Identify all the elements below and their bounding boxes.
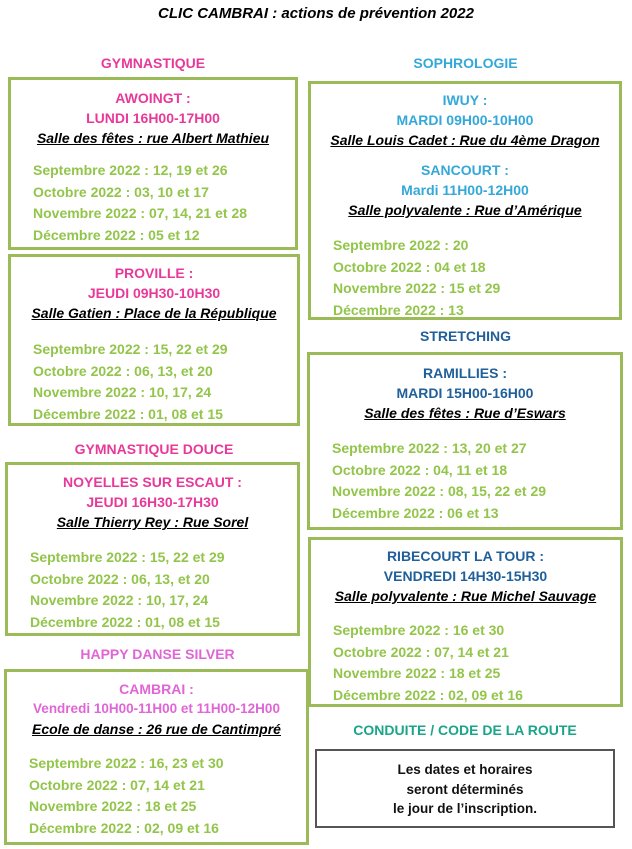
section-conduite: CONDUITE / CODE DE LA ROUTE [353,722,577,738]
info-line: seront déterminés [406,781,524,797]
date-line: Octobre 2022 : 06, 13, et 20 [33,362,213,379]
section-stretching: STRETCHING [420,328,511,344]
date-line: Novembre 2022 : 18 et 25 [333,665,501,681]
card-time: JEUDI 09H30-10H30 [87,285,221,301]
date-line: Octobre 2022 : 07, 14 et 21 [29,776,205,793]
card-time: LUNDI 16H00-17H00 [86,110,220,126]
date-line: Septembre 2022 : 16, 23 et 30 [29,755,224,771]
card-time: Mardi 11H00-12H00 [401,182,529,198]
date-line: Octobre 2022 : 06, 13, et 20 [30,570,210,587]
card-iwuy-sancourt [308,81,622,320]
date-line: Septembre 2022 : 12, 19 et 26 [33,162,228,178]
card-dates [332,438,546,524]
date-line: Septembre 2022 : 15, 22 et 29 [30,549,225,565]
card-time: MARDI 15H00-16H00 [396,385,534,401]
card-dates [333,235,500,321]
date-line: Octobre 2022 : 04 et 18 [333,258,486,275]
card-venue: Salle Gatien : Place de la République [31,305,277,321]
card-dates [29,753,224,839]
card-time: VENDREDI 14H30-15H30 [383,568,548,584]
card-awoingt [8,77,298,250]
date-line: Décembre 2022 : 02, 09 et 16 [333,686,523,703]
card-place: CAMBRAI : [119,681,194,697]
card-ramillies [307,352,623,530]
card-place: AWOINGT : [115,90,191,106]
card-conduite [315,749,615,828]
info-line: Les dates et horaires [397,762,533,777]
card-venue: Salle Louis Cadet : Rue du 4ème Dragon [330,132,600,148]
date-line: Décembre 2022 : 02, 09 et 16 [29,819,219,836]
date-line: Novembre 2022 : 07, 14, 21 et 28 [33,205,248,221]
date-line: Octobre 2022 : 07, 14 et 21 [333,643,509,660]
section-gymnastique-douce: GYMNASTIQUE DOUCE [74,441,234,457]
section-gymnastique: GYMNASTIQUE [100,55,206,71]
section-happy-danse: HAPPY DANSE SILVER [80,646,235,662]
date-line: Novembre 2022 : 08, 15, 22 et 29 [332,483,547,499]
date-line: Septembre 2022 : 15, 22 et 29 [33,341,228,357]
card-dates [33,339,228,425]
section-sophrologie: SOPHROLOGIE [413,55,518,71]
date-line: Septembre 2022 : 16 et 30 [333,622,505,638]
card-place: RIBECOURT LA TOUR : [386,548,545,564]
card-noyelles [5,462,300,636]
date-line: Octobre 2022 : 04, 11 et 18 [332,461,508,478]
card-dates [33,160,247,246]
card-dates [30,547,225,633]
card-venue: Salle des fêtes : rue Albert Mathieu [36,130,270,146]
card-ribecourt [308,537,623,707]
date-line: Décembre 2022 : 13 [333,301,464,318]
card-place: SANCOURT : [421,162,509,178]
date-line: Septembre 2022 : 13, 20 et 27 [332,440,527,456]
card-venue: Salle des fêtes : Rue d’Eswars [364,405,566,421]
card-cambrai [4,669,309,845]
card-proville [8,254,300,426]
date-line: Novembre 2022 : 10, 17, 24 [30,592,209,608]
info-line: le jour de l’inscription. [392,801,538,816]
date-line: Septembre 2022 : 20 [333,237,469,253]
card-time: MARDI 09H00-10H00 [396,112,534,128]
page-title: CLIC CAMBRAI : actions de prévention 2022 [158,5,474,22]
date-line: Octobre 2022 : 03, 10 et 17 [33,183,209,200]
date-line: Novembre 2022 : 15 et 29 [333,280,501,296]
card-place: RAMILLIES : [423,365,507,381]
conduite-info [317,760,613,819]
date-line: Décembre 2022 : 01, 08 et 15 [30,613,220,630]
card-venue: Salle polyvalente : Rue Michel Sauvage [334,588,597,604]
card-time: Vendredi 10H00-11H00 et 11H00-12H00 [33,701,280,716]
card-venue: Salle polyvalente : Rue d’Amérique [348,202,582,218]
date-line: Décembre 2022 : 01, 08 et 15 [33,405,223,422]
card-venue: Salle Thierry Rey : Rue Sorel [56,514,249,530]
date-line: Novembre 2022 : 10, 17, 24 [33,384,212,400]
card-dates [333,620,523,706]
card-place: NOYELLES SUR ESCAUT : [63,474,242,490]
date-line: Décembre 2022 : 06 et 13 [332,504,499,521]
card-venue: Ecole de danse : 26 rue de Cantimpré [32,721,281,737]
card-place: PROVILLE : [114,265,194,281]
card-place: IWUY : [442,92,488,108]
date-line: Décembre 2022 : 05 et 12 [33,226,200,243]
card-time: JEUDI 16H30-17H30 [86,494,219,510]
date-line: Novembre 2022 : 18 et 25 [29,798,197,814]
